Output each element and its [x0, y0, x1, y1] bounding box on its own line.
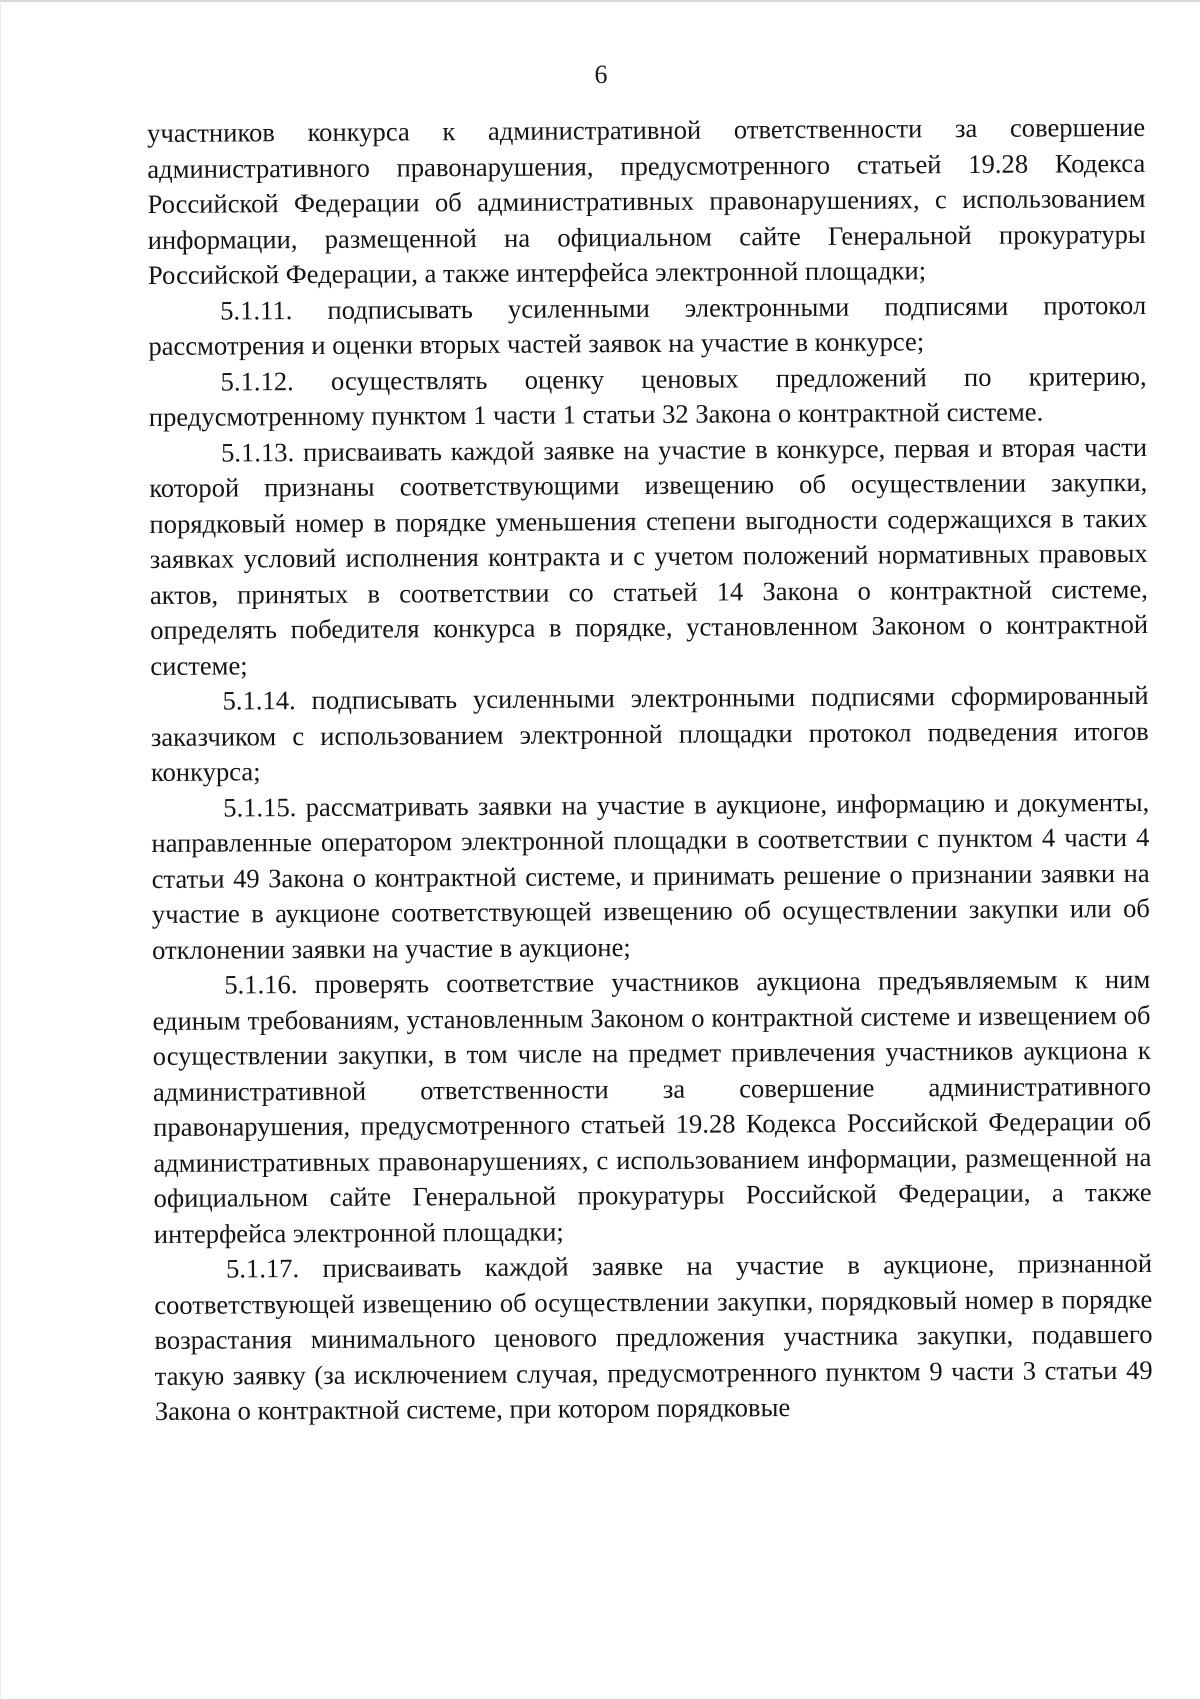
paragraph-5-1-12: 5.1.12. осуществлять оценку ценовых предложений по критерию, предусмотренному пунктом 1 части 1 статьи 32 Закона о контрактной системе.	[148, 360, 1147, 432]
paragraph-continuation: участников конкурса к административной ответственности за совершение административного правонарушения, предусмотренного статьей 19.28 Кодекса Российской Федерации об административных правонарушениях, с использованием информации, размещенной на официальном сайте Генеральной прокуратуры Российской Федерации, а также интерфейса электронной площадки;	[147, 111, 1146, 290]
paragraph-5-1-16: 5.1.16. проверять соответствие участников аукциона предъявляемым к ним единым требованиям, установленным Законом о контрактной системе и извещением об осуществлении закупки, в том числе на предмет привлечения участников аукциона к административной ответственности за совершение административного правонарушения, предусмотренного статьей 19.28 Кодекса Российской Федерации об административных правонарушениях, с использованием информации, размещенной на официальном сайте Генеральной прокуратуры Российской Федерации, а также интерфейса электронной площадки;	[152, 963, 1152, 1249]
paragraph-5-1-11: 5.1.11. подписывать усиленными электронными подписями протокол рассмотрения и оценки вторых частей заявок на участие в конкурсе;	[148, 289, 1147, 361]
paragraph-5-1-14: 5.1.14. подписывать усиленными электронными подписями сформированный заказчиком с использованием электронной площадки протокол подведения итогов конкурса;	[150, 679, 1149, 787]
document-body	[147, 110, 1153, 1430]
paragraph-5-1-13: 5.1.13. присваивать каждой заявке на участие в конкурсе, первая и вторая части которой признаны соответствующими извещению об осуществлении закупки, порядковый номер в порядке уменьшения степени выгодности содержащихся в таких заявках условий исполнения контракта и с учетом положений нормативных правовых актов, принятых в соответствии со статьей 14 Закона о контрактной системе, определять победителя конкурса в порядке, установленном Законом о контрактной системе;	[149, 431, 1149, 681]
page-number: 6	[594, 60, 608, 89]
paragraph-5-1-17: 5.1.17. присваивать каждой заявке на участие в аукционе, признанной соответствующей извещению об осуществлении закупки, порядковый номер в порядке возрастания минимального ценового предложения участника закупки, подавшего такую заявку (за исключением случая, предусмотренного пунктом 9 части 3 статьи 49 Закона о контрактной системе, при котором порядковые	[154, 1247, 1153, 1426]
paragraph-5-1-15: 5.1.15. рассматривать заявки на участие в аукционе, информацию и документы, направленные оператором электронной площадки в соответствии с пунктом 4 части 4 статьи 49 Закона о контрактной системе, и принимать решение о признании заявки на участие в аукционе соответствующей извещению об осуществлении закупки или об отклонении заявки на участие в аукционе;	[151, 786, 1150, 965]
